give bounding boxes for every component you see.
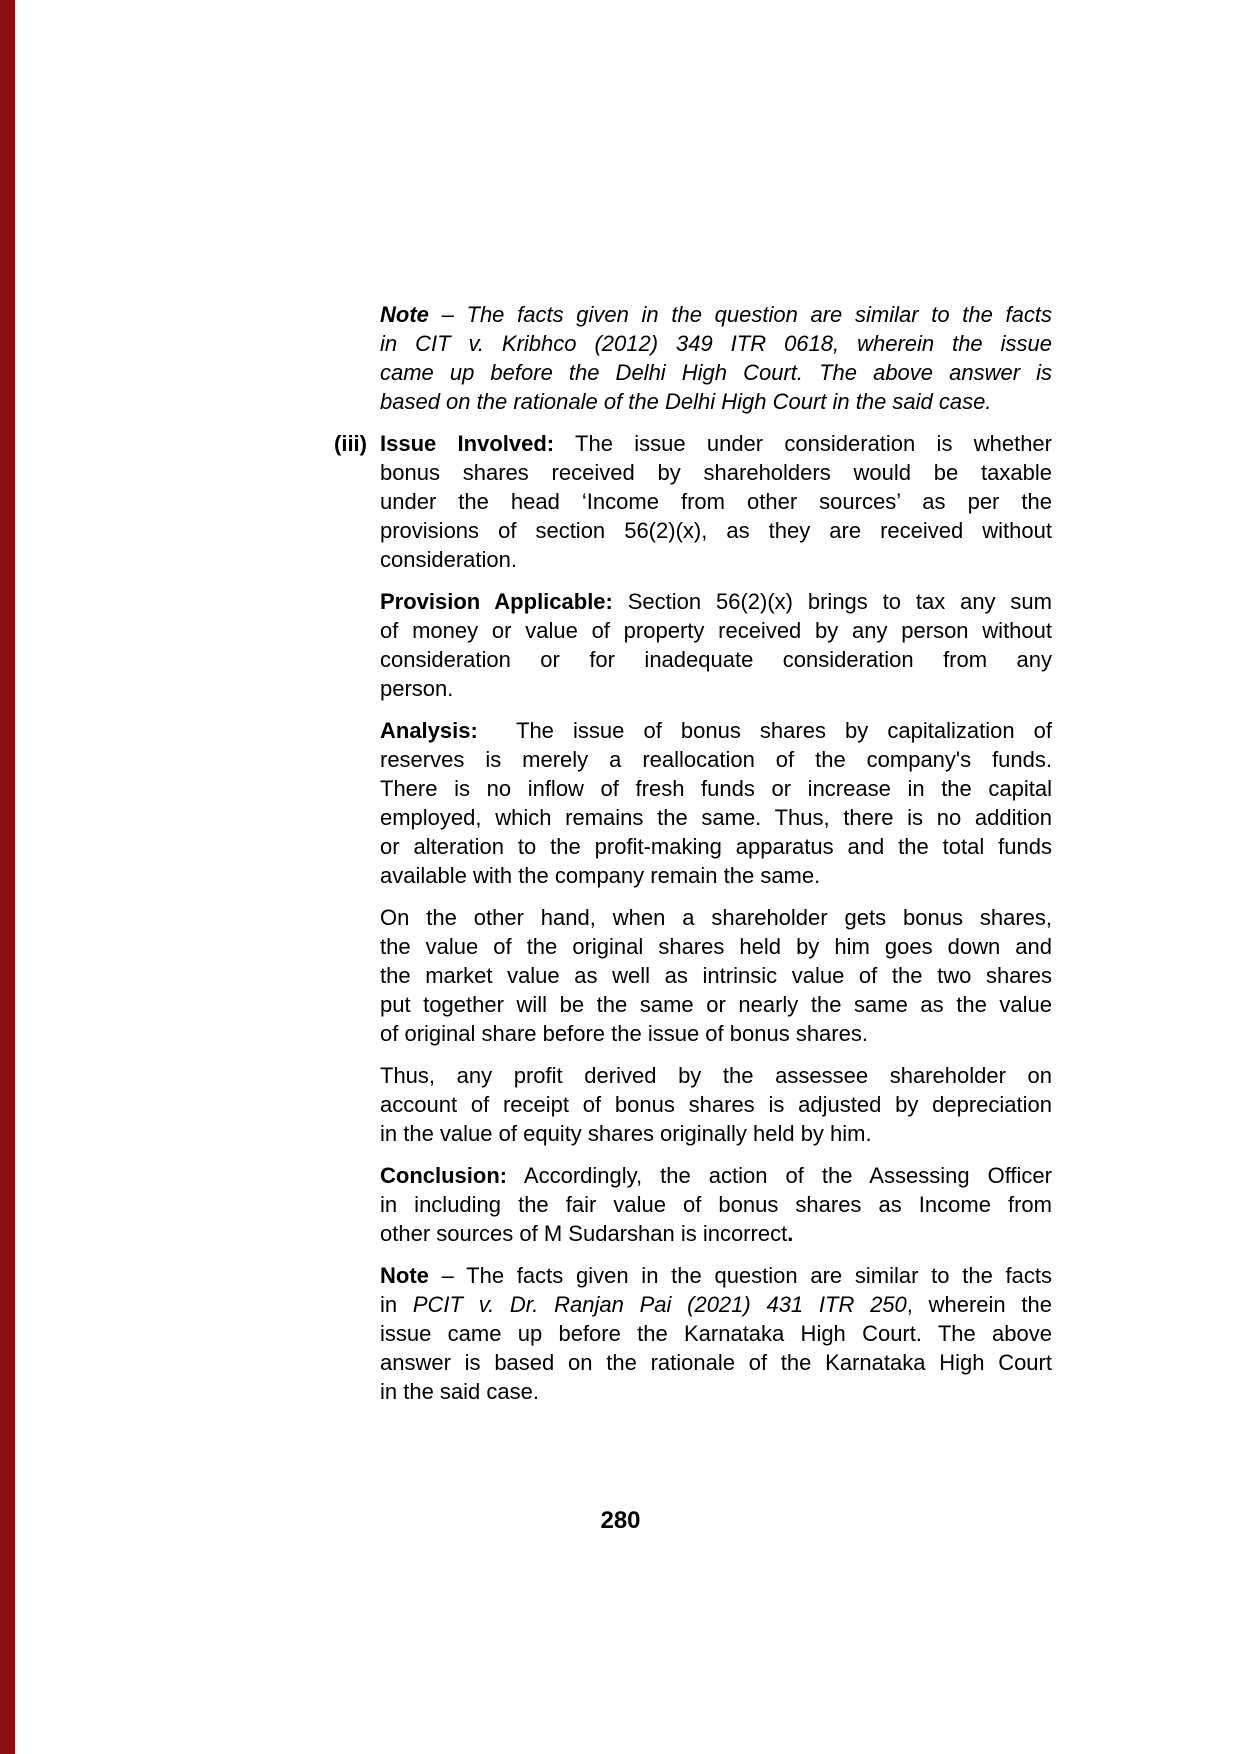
text-segment: Analysis: bbox=[380, 718, 478, 743]
text-segment: in including the fair value of bonus shares as Income from bbox=[380, 1192, 1052, 1217]
text-segment: available with the company remain the same. bbox=[380, 863, 821, 888]
text-line bbox=[380, 458, 1052, 487]
text-line bbox=[380, 429, 1052, 458]
text-segment: account of receipt of bonus shares is adjusted by depreciation bbox=[380, 1092, 1052, 1117]
text-segment: Accordingly, the action of the Assessing Officer bbox=[507, 1163, 1052, 1188]
text-segment: of original share before the issue of bonus shares. bbox=[380, 1021, 868, 1046]
text-segment: – The facts given in the question are similar to the facts bbox=[428, 302, 1052, 327]
text-line bbox=[380, 616, 1052, 645]
text-segment: . bbox=[787, 1221, 794, 1246]
text-segment: the value of the original shares held by him goes down and bbox=[380, 934, 1052, 959]
text-line bbox=[380, 1261, 1052, 1290]
text-line bbox=[380, 990, 1052, 1019]
text-line bbox=[380, 1290, 1052, 1319]
text-segment: , wherein the bbox=[906, 1292, 1052, 1317]
paragraph-profit-adjustment bbox=[380, 1061, 1052, 1148]
text-line bbox=[380, 774, 1052, 803]
text-segment: On the other hand, when a shareholder gets bonus shares, bbox=[380, 905, 1052, 930]
text-segment: came up before the Delhi High Court. The above answer is bbox=[380, 360, 1052, 385]
text-segment: person. bbox=[380, 676, 454, 701]
text-segment: the market value as well as intrinsic value of the two shares bbox=[380, 963, 1052, 988]
text-segment: employed, which remains the same. Thus, there is no addition bbox=[380, 805, 1052, 830]
text-segment: bonus shares received by shareholders would be taxable bbox=[380, 460, 1052, 485]
text-segment: answer is based on the rationale of the Karnataka High Court bbox=[380, 1350, 1052, 1375]
text-line bbox=[380, 545, 1052, 574]
text-line bbox=[380, 674, 1052, 703]
text-segment: Provision Applicable: bbox=[380, 589, 613, 614]
text-segment: in the said case. bbox=[380, 1379, 539, 1404]
text-line bbox=[380, 487, 1052, 516]
text-segment: in CIT v. Kribhco (2012) 349 ITR 0618, wherein the issue bbox=[380, 331, 1052, 356]
text-segment: reserves is merely a reallocation of the company's funds. bbox=[380, 747, 1052, 772]
text-line bbox=[380, 1348, 1052, 1377]
text-line bbox=[380, 329, 1052, 358]
page-edge-bar bbox=[0, 0, 15, 1754]
text-segment: Issue Involved: bbox=[380, 431, 555, 456]
text-line bbox=[380, 1019, 1052, 1048]
text-line bbox=[380, 716, 1052, 745]
text-line bbox=[380, 903, 1052, 932]
text-line bbox=[380, 1161, 1052, 1190]
text-line bbox=[380, 300, 1052, 329]
text-line bbox=[380, 1061, 1052, 1090]
text-segment: consideration or for inadequate consideration from any bbox=[380, 647, 1052, 672]
text-line bbox=[380, 803, 1052, 832]
text-segment: Note bbox=[380, 302, 429, 327]
text-segment: The issue under consideration is whether bbox=[554, 431, 1052, 456]
paragraph-note-ranjan-pai bbox=[380, 1261, 1052, 1406]
text-segment: or alteration to the profit-making apparatus and the total funds bbox=[380, 834, 1052, 859]
paragraph-bonus-shares-effect bbox=[380, 903, 1052, 1048]
text-line bbox=[380, 1219, 1052, 1248]
text-segment: Conclusion: bbox=[380, 1163, 508, 1188]
text-segment: Note bbox=[380, 1263, 429, 1288]
list-label: (iii) bbox=[334, 431, 367, 456]
text-segment: Section 56(2)(x) brings to tax any sum bbox=[612, 589, 1052, 614]
text-line bbox=[380, 832, 1052, 861]
paragraph-issue-involved bbox=[334, 429, 1052, 574]
text-segment: PCIT v. Dr. Ranjan Pai (2021) 431 ITR 250 bbox=[412, 1292, 907, 1317]
text-line bbox=[380, 645, 1052, 674]
text-segment: There is no inflow of fresh funds or increase in the capital bbox=[380, 776, 1052, 801]
text-line bbox=[380, 1377, 1052, 1406]
page-number: 280 bbox=[600, 1507, 641, 1534]
text-line bbox=[380, 516, 1052, 545]
text-segment: put together will be the same or nearly the same as the value bbox=[380, 992, 1052, 1017]
text-line bbox=[380, 358, 1052, 387]
text-line bbox=[380, 587, 1052, 616]
text-line bbox=[380, 1190, 1052, 1219]
text-line bbox=[380, 1090, 1052, 1119]
paragraph-provision-applicable bbox=[380, 587, 1052, 703]
text-segment: provisions of section 56(2)(x), as they are received without bbox=[380, 518, 1052, 543]
text-segment: under the head ‘Income from other sources’ as per the bbox=[380, 489, 1052, 514]
text-segment: in bbox=[380, 1292, 413, 1317]
answer-content bbox=[334, 300, 1052, 1406]
text-line bbox=[380, 745, 1052, 774]
text-segment: The issue of bonus shares by capitalization of bbox=[477, 718, 1052, 743]
text-line bbox=[380, 387, 1052, 416]
text-line bbox=[380, 1319, 1052, 1348]
text-line bbox=[380, 1119, 1052, 1148]
text-segment: issue came up before the Karnataka High Court. The above bbox=[380, 1321, 1052, 1346]
text-segment: of money or value of property received by any person without bbox=[380, 618, 1052, 643]
text-line bbox=[380, 861, 1052, 890]
text-line bbox=[380, 961, 1052, 990]
text-segment: consideration. bbox=[380, 547, 517, 572]
text-segment: other sources of M Sudarshan is incorrect bbox=[380, 1221, 788, 1246]
text-segment: Thus, any profit derived by the assessee shareholder on bbox=[380, 1063, 1052, 1088]
text-line bbox=[380, 932, 1052, 961]
paragraph-note-kribhco bbox=[380, 300, 1052, 416]
text-segment: based on the rationale of the Delhi High Court in the said case. bbox=[380, 389, 992, 414]
text-segment: in the value of equity shares originally held by him. bbox=[380, 1121, 872, 1146]
text-segment: – The facts given in the question are similar to the facts bbox=[428, 1263, 1052, 1288]
paragraph-analysis bbox=[380, 716, 1052, 890]
paragraph-conclusion bbox=[380, 1161, 1052, 1248]
